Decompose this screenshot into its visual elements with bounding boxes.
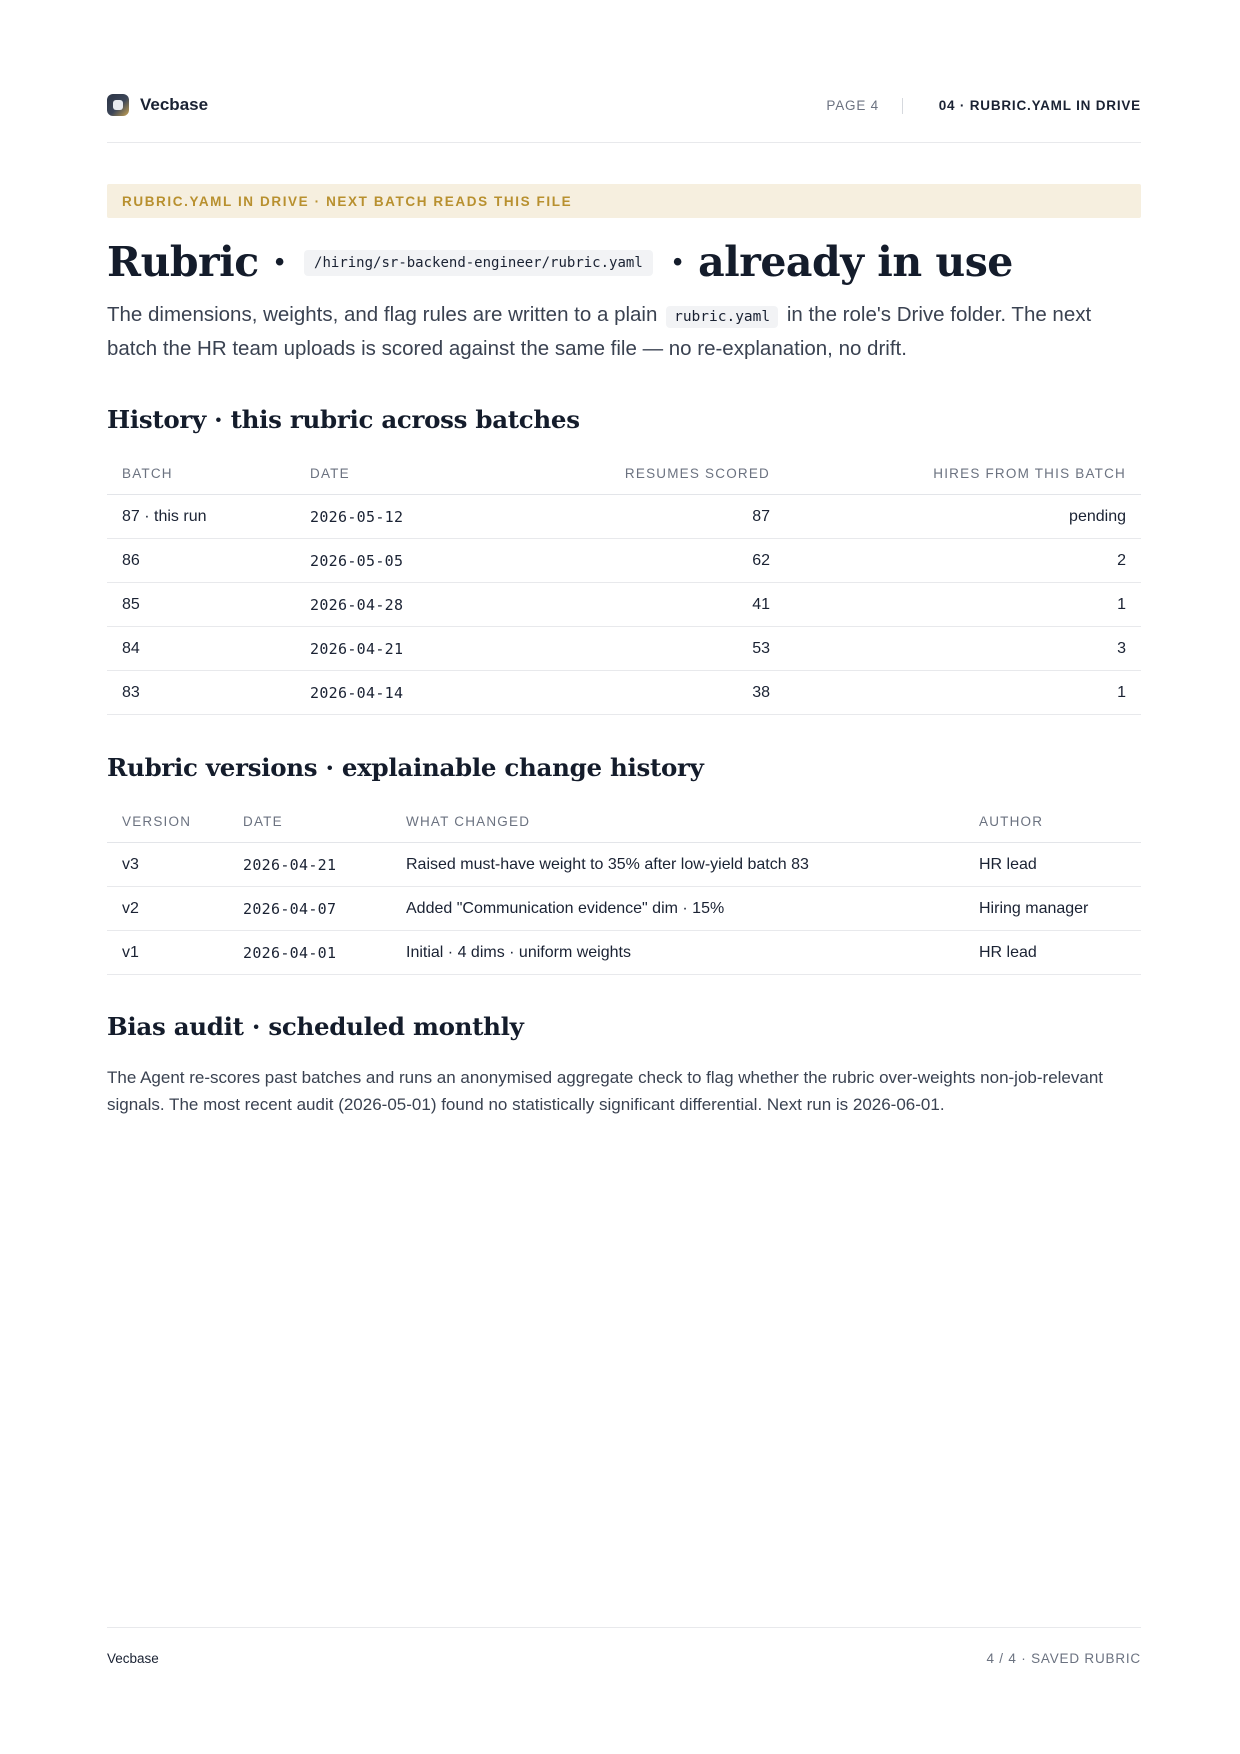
header-divider xyxy=(902,98,903,114)
hires-cell: 2 xyxy=(785,539,1141,583)
batch-cell: 87 · this run xyxy=(107,495,295,539)
col-batch: BATCH xyxy=(107,452,295,495)
col-author: AUTHOR xyxy=(964,800,1141,843)
versions-table xyxy=(107,800,1141,975)
date-cell: 2026-04-21 xyxy=(295,627,515,671)
author-cell: HR lead xyxy=(964,931,1141,975)
rubric-filename-code: rubric.yaml xyxy=(666,306,778,328)
batch-cell: 86 xyxy=(107,539,295,583)
lead-paragraph xyxy=(107,299,1141,364)
table-row xyxy=(107,583,1141,627)
versions-header-row xyxy=(107,800,1141,843)
batch-cell: 85 xyxy=(107,583,295,627)
author-cell: HR lead xyxy=(964,843,1141,887)
date-cell: 2026-05-05 xyxy=(295,539,515,583)
date-cell: 2026-04-07 xyxy=(228,887,391,931)
date-cell: 2026-04-28 xyxy=(295,583,515,627)
history-heading: History · this rubric across batches xyxy=(107,405,580,434)
title-prefix: Rubric · xyxy=(107,238,287,286)
versions-heading: Rubric versions · explainable change history xyxy=(107,753,704,782)
footer-page-indicator: 4 / 4 · SAVED RUBRIC xyxy=(986,1651,1141,1666)
hires-cell: 1 xyxy=(785,671,1141,715)
table-row xyxy=(107,539,1141,583)
resumes-cell: 62 xyxy=(515,539,785,583)
hires-cell: 1 xyxy=(785,583,1141,627)
version-cell: v2 xyxy=(107,887,228,931)
col-version: VERSION xyxy=(107,800,228,843)
history-header-row xyxy=(107,452,1141,495)
lead-text-after: in the role's Drive folder. The next batch the HR team uploads is scored against the same file — no re-explanation, no drift. xyxy=(107,303,1092,360)
bias-audit-heading: Bias audit · scheduled monthly xyxy=(107,1012,524,1041)
lead-text-before: The dimensions, weights, and flag rules are written to a plain xyxy=(107,303,658,326)
hires-cell: pending xyxy=(785,495,1141,539)
date-cell: 2026-04-21 xyxy=(228,843,391,887)
title-suffix: · already in use xyxy=(670,238,1013,286)
brand-name: Vecbase xyxy=(140,95,209,114)
table-row xyxy=(107,627,1141,671)
change-cell: Added "Communication evidence" dim · 15% xyxy=(391,887,964,931)
table-row xyxy=(107,671,1141,715)
author-cell: Hiring manager xyxy=(964,887,1141,931)
col-date: DATE xyxy=(295,452,515,495)
page-header xyxy=(107,90,1141,122)
section-banner xyxy=(107,184,1141,218)
date-cell: 2026-04-14 xyxy=(295,671,515,715)
batch-cell: 84 xyxy=(107,627,295,671)
page xyxy=(107,0,1141,1754)
date-cell: 2026-05-12 xyxy=(295,495,515,539)
bias-audit-paragraph: The Agent re-scores past batches and runs an anonymised aggregate check to flag whether the rubric over-weights non-job-relevant signals. The most recent audit (2026-05-01) found no statistically significant differential. Next run is 2026-06-01. xyxy=(107,1068,1104,1114)
version-cell: v3 xyxy=(107,843,228,887)
section-label: 04 · RUBRIC.YAML IN DRIVE xyxy=(938,98,1141,113)
page-title xyxy=(107,238,1141,296)
vecbase-logo-icon xyxy=(107,94,129,116)
footer-brand: Vecbase xyxy=(107,1651,159,1666)
footer-rule xyxy=(107,1627,1141,1628)
header-rule xyxy=(107,142,1141,143)
table-row xyxy=(107,931,1141,975)
resumes-cell: 53 xyxy=(515,627,785,671)
col-resumes-scored: RESUMES SCORED xyxy=(515,452,785,495)
col-date: DATE xyxy=(228,800,391,843)
col-what-changed: WHAT CHANGED xyxy=(391,800,964,843)
date-cell: 2026-04-01 xyxy=(228,931,391,975)
history-table xyxy=(107,452,1141,715)
hires-cell: 3 xyxy=(785,627,1141,671)
table-row xyxy=(107,843,1141,887)
col-hires: HIRES FROM THIS BATCH xyxy=(785,452,1141,495)
table-row xyxy=(107,887,1141,931)
change-cell: Initial · 4 dims · uniform weights xyxy=(391,931,964,975)
change-cell: Raised must-have weight to 35% after low-yield batch 83 xyxy=(391,843,964,887)
page-number-label: PAGE 4 xyxy=(826,98,879,113)
version-cell: v1 xyxy=(107,931,228,975)
resumes-cell: 38 xyxy=(515,671,785,715)
resumes-cell: 41 xyxy=(515,583,785,627)
resumes-cell: 87 xyxy=(515,495,785,539)
banner-text: RUBRIC.YAML IN DRIVE · NEXT BATCH READS THIS FILE xyxy=(122,194,573,209)
rubric-path: /hiring/sr-backend-engineer/rubric.yaml xyxy=(304,250,653,276)
table-row xyxy=(107,495,1141,539)
batch-cell: 83 xyxy=(107,671,295,715)
